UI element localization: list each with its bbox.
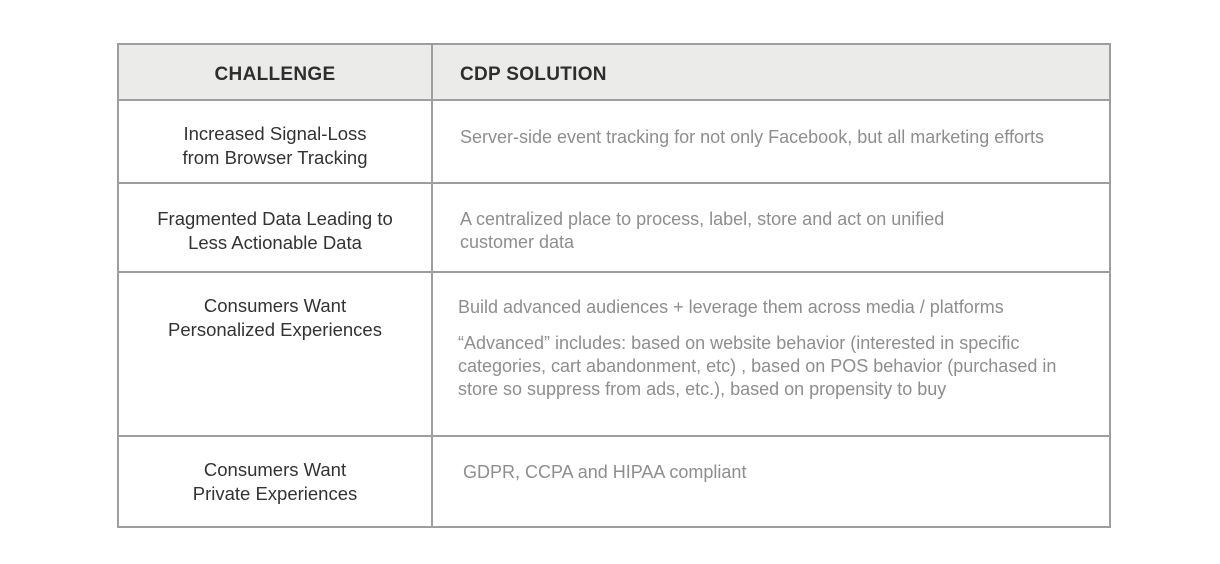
solution-text: A centralized place to process, label, store and act on unified customer data: [460, 209, 945, 252]
challenge-line: Consumers Want: [203, 459, 347, 480]
challenge-solution-table: [117, 43, 1111, 528]
challenge-cell: [119, 184, 433, 271]
solution-text: Server-side event tracking for not only Facebook, but all marketing efforts: [460, 127, 1044, 147]
table-row: [119, 435, 1109, 526]
table-header-row: [119, 45, 1109, 99]
challenge-line: Consumers Want: [203, 295, 347, 316]
table-row: [119, 182, 1109, 271]
table-row: [119, 271, 1109, 435]
solution-cell: [433, 184, 1109, 271]
solution-cell: [433, 437, 1109, 526]
solution-text: “Advanced” includes: based on website behavior (interested in specific categories, cart abandonment, etc) , based on POS behavior (purchased in store so suppress from ads, etc.), based on propensity to buy: [458, 333, 1057, 399]
challenge-line: from Browser Tracking: [182, 147, 368, 168]
solution-cell: [433, 101, 1109, 182]
challenge-cell: [119, 273, 433, 435]
solution-cell: [433, 273, 1109, 435]
challenge-cell: [119, 101, 433, 182]
header-challenge: CHALLENGE: [119, 45, 433, 99]
challenge-line: Private Experiences: [192, 483, 358, 504]
challenge-line: Less Actionable Data: [188, 232, 362, 253]
challenge-line: Fragmented Data Leading to: [157, 208, 393, 229]
challenge-cell: [119, 437, 433, 526]
header-cdp-solution: CDP SOLUTION: [460, 64, 607, 85]
solution-text: GDPR, CCPA and HIPAA compliant: [463, 462, 747, 482]
table-row: [119, 99, 1109, 182]
challenge-line: Personalized Experiences: [168, 319, 382, 340]
solution-text: Build advanced audiences + leverage them across media / platforms: [458, 297, 1004, 317]
challenge-line: Increased Signal-Loss: [183, 123, 367, 144]
